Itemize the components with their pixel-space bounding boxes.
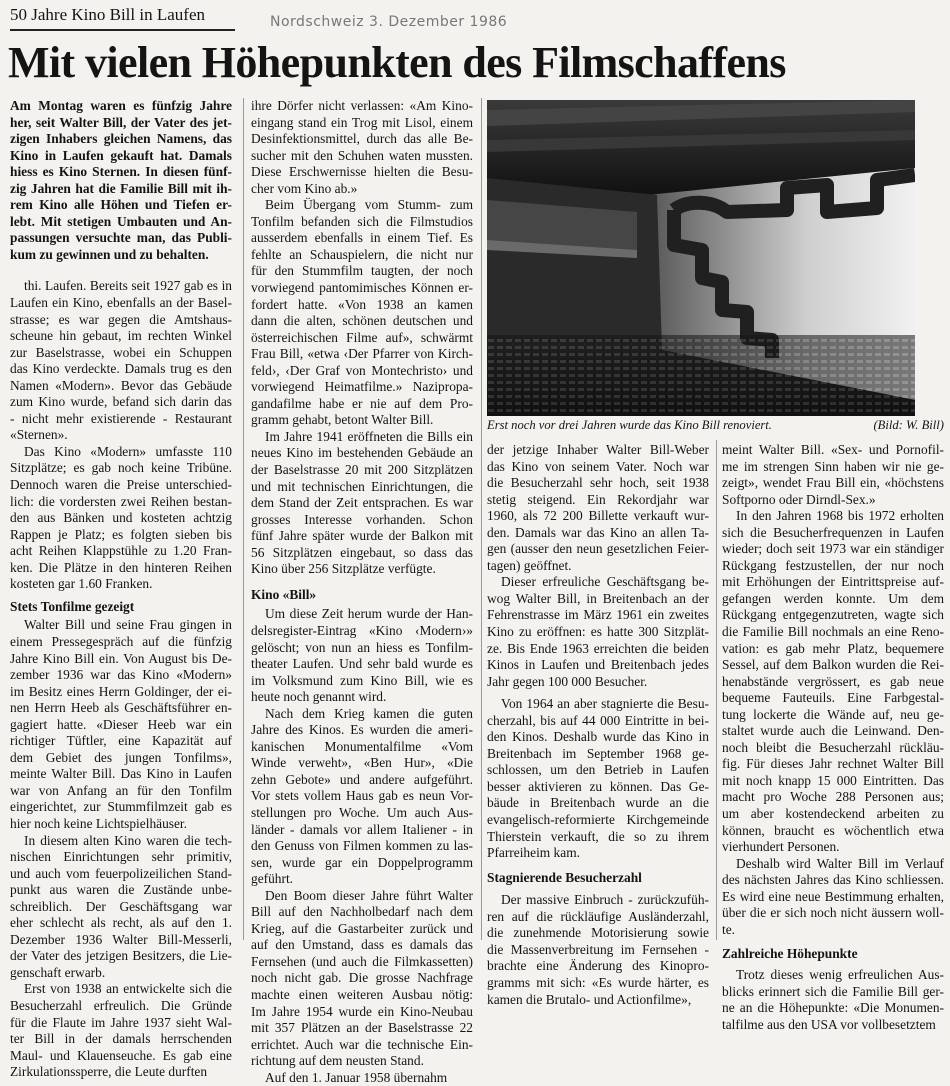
text-line: über die er sich noch nicht äussern woll- bbox=[722, 905, 944, 921]
text-line: Kinos in Laufen und Breitenbach jedes bbox=[487, 657, 709, 673]
text-line: gefangen werden konnte. Um dem bbox=[722, 590, 944, 606]
text-line: zeigt», wendet Frau Bill ein, «höchstens bbox=[722, 475, 944, 491]
text-line: dem Stand der Zeit entsprachen. Es war bbox=[251, 495, 473, 511]
text-line: und auch vom feuerpolizeilichen Stand- bbox=[10, 865, 232, 881]
text-line: und mit technischen Einrichtungen, die bbox=[251, 478, 473, 494]
text-line: kum zu gewinnen und zu behalten. bbox=[10, 246, 209, 262]
text-line: sucher mit den Schuhen waten mussten. bbox=[251, 147, 473, 163]
text-line: einem Pressegespräch auf die fünfzig bbox=[10, 633, 232, 649]
text-line: Dieser erfreuliche Geschäftsgang be- bbox=[501, 574, 709, 590]
text-line: im Besitz eines Herrn Goldinger, der ei- bbox=[10, 683, 232, 699]
text-line: zember 1936 war das Kino «Modern» bbox=[10, 667, 232, 683]
body-paragraph bbox=[251, 888, 473, 1070]
text-line: sich die Besucherfrequenzen in Laufen bbox=[722, 524, 944, 540]
text-line: genschaft erwarb. bbox=[10, 964, 106, 980]
text-line: Jahre des Kinos. Es wurden die ameri- bbox=[251, 722, 473, 738]
subheading: Zahlreiche Höhepunkte bbox=[722, 946, 858, 962]
text-line: schreiblich. Der Geschäftsgang war bbox=[10, 898, 232, 914]
body-paragraph bbox=[251, 98, 473, 197]
text-line: Sitzplätze; es gab noch keine Tribüne. bbox=[10, 460, 232, 476]
text-line: Es wird eine neue Bestimmung erhalten, bbox=[722, 888, 944, 904]
text-line: Am Montag waren es fünfzig Jahre bbox=[10, 98, 232, 113]
text-line: fehlte an Schauspielern, die nicht nur bbox=[251, 246, 473, 262]
text-line: Deshalb wird Walter Bill im Verlauf bbox=[736, 855, 944, 871]
text-line: staltet wurde auch die Leinwand. Den- bbox=[722, 723, 944, 739]
text-line: die Massenverbreitung im Fernsehen - bbox=[487, 941, 709, 957]
text-line: henabstände vergrössert, es gab neue bbox=[722, 673, 944, 689]
text-line: Fernsehen (und auch die Filmkassetten) bbox=[251, 953, 473, 969]
text-line: talfilme aus den USA vor vollbesetztem bbox=[722, 1016, 936, 1032]
text-line: eingerichtet, zur Stummfilmzeit gab es bbox=[10, 799, 232, 815]
text-line: me im strengen Sinn haben wir nie ge- bbox=[722, 458, 944, 474]
text-line: brachte eine Änderung des Kinopro- bbox=[487, 958, 709, 974]
body-paragraph bbox=[487, 696, 709, 861]
text-line: blicks erinnert sich die Familie Bill ger- bbox=[722, 983, 944, 999]
text-line: dem Gebiet des jungen Tonfilms», bbox=[10, 749, 232, 765]
text-line: Trotz dieses wenig erfreulichen Aus- bbox=[736, 966, 944, 982]
text-line: die zunehmende Motorisierung sowie bbox=[487, 925, 709, 941]
text-line: In diesem alten Kino waren die tech- bbox=[24, 832, 232, 848]
text-line: Bill auf den Nachholbedarf nach dem bbox=[251, 904, 473, 920]
body-paragraph bbox=[722, 508, 944, 855]
text-line: vation: es gab mehr Platz, bequemere bbox=[722, 640, 944, 656]
text-line: richtung auf dem neusten Stand. bbox=[251, 1053, 424, 1069]
text-line: Tonfilm befanden sich die Filmstudios bbox=[251, 213, 473, 229]
text-line: hier noch keine Lichtspielhäuser. bbox=[10, 815, 187, 831]
body-paragraph bbox=[487, 574, 709, 690]
text-line: Kino in Laufen gekauft hat. Damals bbox=[10, 147, 232, 163]
headline: Mit vielen Höhepunkten des Filmschaffens bbox=[8, 38, 786, 87]
text-line: Besucherzahl erfreulich. Die Gründe bbox=[10, 997, 232, 1013]
text-line: lebt. Mit stetigen Umbauten und An- bbox=[10, 213, 232, 229]
text-line: im Volksmund zum Kino Bill, wie es bbox=[251, 672, 473, 688]
text-line: zum Kino wurde, befand sich darin das bbox=[10, 394, 232, 410]
cinema-interior-photo bbox=[487, 100, 915, 416]
text-line: zig Jahren hat die Familie Bill mit ih- bbox=[10, 180, 232, 196]
text-line: Pfarreiheim kam. bbox=[487, 845, 580, 861]
text-line: machte einen weiteren Ausbau nötig: bbox=[251, 986, 473, 1002]
text-line: 56 Sitzplätzen eingebaut, so dass das bbox=[251, 544, 473, 560]
text-line: können, braucht es wöchentlich etwa bbox=[722, 822, 944, 838]
text-line: österreichischen Filme auf», schwärmt bbox=[251, 329, 473, 345]
text-line: mit Erhöhungen der Eintrittspreise auf- bbox=[722, 574, 944, 590]
text-line: scheune hin gebaut, im rechten Winkel bbox=[10, 328, 232, 344]
text-line: meinte Walter Bill. Das Kino in Laufen bbox=[10, 766, 232, 782]
text-line: ausserdem ebenfalls in einem Tief. Es bbox=[251, 230, 473, 246]
text-line: schlossen, um den Betrieb in Laufen bbox=[487, 762, 709, 778]
text-line: Den Boom dieser Jahre führt Walter bbox=[265, 887, 473, 903]
subheading: Kino «Bill» bbox=[251, 586, 317, 602]
text-line: Laufen ein Kino, ebenfalls an der Basel- bbox=[10, 295, 232, 311]
text-line: Kino über 256 Sitzplätze verfügte. bbox=[251, 561, 436, 577]
body-paragraph bbox=[251, 606, 473, 705]
text-line: noch nicht gab. Die grosse Nachfrage bbox=[251, 970, 473, 986]
kicker: 50 Jahre Kino Bill in Laufen bbox=[10, 5, 205, 24]
text-line: te. bbox=[722, 921, 736, 937]
text-line: 1960, als 72 200 Billette verkauft wur- bbox=[487, 508, 709, 524]
text-line: Jahre Kino Bill ein. Von August bis De- bbox=[10, 650, 232, 666]
text-line: - nicht mehr existierende - Restaurant bbox=[10, 410, 232, 426]
text-line: meint Walter Bill. «Sex- und Pornofil- bbox=[722, 442, 944, 457]
text-line: wog Walter Bill, in Breitenbach an der bbox=[487, 590, 709, 606]
text-line: theater Laufen. Und sehr bald wurde es bbox=[251, 656, 473, 672]
text-line: gelöscht; von nun an hiess es Tonfilm- bbox=[251, 639, 473, 655]
text-line: ze. Bis Ende 1963 erreichten die beiden bbox=[487, 640, 709, 656]
text-line: evangelisch-reformierte Kirchgemeinde bbox=[487, 812, 709, 828]
column-rule bbox=[716, 440, 717, 940]
text-line: Vor stets vollem Haus gab es neun Vor- bbox=[251, 788, 473, 804]
text-line: Kino zu eröffnen: es hatte 300 Sitzplät- bbox=[487, 624, 709, 640]
body-paragraph bbox=[251, 429, 473, 578]
article-column-1 bbox=[10, 98, 232, 1081]
text-line: Diese Erschwernisse hielten die Besu- bbox=[251, 164, 473, 180]
photo-caption bbox=[487, 418, 944, 433]
body-paragraph bbox=[251, 197, 473, 429]
text-line: kamen die Brutalo- und Actionfilme», bbox=[487, 991, 692, 1007]
text-line: «Sternen». bbox=[10, 427, 68, 443]
text-line: heute noch genannt wird. bbox=[251, 689, 387, 705]
text-line: Sessel, auf dem Balkon wurden die Rei- bbox=[722, 657, 944, 673]
text-line: war von Anfang an für den Tonfilm bbox=[10, 782, 232, 798]
body-paragraph bbox=[10, 278, 232, 443]
article-column-4 bbox=[722, 442, 944, 1033]
text-line: gramms mit sich: «Es wurde härter, es bbox=[487, 974, 709, 990]
handwritten-note: Nordschweiz 3. Dezember 1986 bbox=[270, 14, 508, 30]
text-line: geführt. bbox=[251, 871, 294, 887]
text-line: ter Bill in der damals herrschenden bbox=[10, 1031, 232, 1047]
text-line: Jahr gegen 100 000 Besucher. bbox=[487, 673, 648, 689]
text-line: Dennoch waren die Preise unterschied- bbox=[10, 477, 232, 493]
text-line: grosses Interesse vorhanden. Schon bbox=[251, 511, 473, 527]
text-line: die Familie Bill nochmals an eine Reno- bbox=[722, 624, 944, 640]
text-line: der jetzige Inhaber Walter Bill-Weber bbox=[487, 442, 709, 457]
text-line: um aber kostendeckend arbeiten zu bbox=[722, 806, 944, 822]
text-line: der Vater des jetzigen Besitzers, die Lie- bbox=[10, 948, 232, 964]
text-line: sen, wurde gar ein Doppelprogramm bbox=[251, 854, 473, 870]
text-line: Zirkulationssperre, die Leute durften bbox=[10, 1064, 208, 1080]
text-line: eher schlecht als recht, als auf den 1. bbox=[10, 915, 232, 931]
text-line: Frau Bill, «etwa ‹Der Pfarrer von Kirch- bbox=[251, 346, 473, 362]
text-line: Maul- und Klauenseuche. Es gab eine bbox=[10, 1047, 232, 1063]
column-rule bbox=[243, 98, 244, 940]
text-line: Rückgang entgegenzutreten, wagte sich bbox=[722, 607, 944, 623]
text-line: besser aktivieren zu können. Das Ge- bbox=[487, 778, 709, 794]
text-line: Breitenbach im September 1968 ge- bbox=[487, 745, 709, 761]
text-line: tung lockerte die Wände auf, neu ge- bbox=[722, 706, 944, 722]
text-line: für den Stummfilm taugten, der noch bbox=[251, 263, 473, 279]
text-line: ken. Die Plätze in den hinteren Reihen bbox=[10, 559, 232, 575]
text-line: neues Kino im bestehenden Gebäude an bbox=[251, 445, 473, 461]
text-line: vierhundert Personen. bbox=[722, 839, 840, 855]
text-line: den aus Bänken und kosteten achtzig bbox=[10, 510, 232, 526]
text-line: zur Baselstrasse, wobei ein Schuppen bbox=[10, 344, 232, 360]
body-paragraph bbox=[722, 442, 944, 508]
text-line: Krieg, auf die Gastarbeiter zurück und bbox=[251, 920, 473, 936]
text-line: den Genuss von Filmen kommen zu las- bbox=[251, 838, 473, 854]
text-line: Das Kino «Modern» umfasste 110 bbox=[24, 443, 232, 459]
text-line: delsregister-Eintrag «Kino ‹Modern›» bbox=[251, 622, 473, 638]
body-paragraph bbox=[487, 442, 709, 574]
text-line: thi. Laufen. Bereits seit 1927 gab es in bbox=[24, 278, 232, 294]
text-line: Softporno oder Dirndl-Sex.» bbox=[722, 491, 876, 507]
text-line: acht Reihen Klappstühle zu 1.20 Fran- bbox=[10, 543, 232, 559]
article-column-3 bbox=[487, 442, 709, 1008]
text-line: nischen Einrichtungen sehr primitiv, bbox=[10, 849, 232, 865]
text-line: kanischen Monumentalfilme «Vom bbox=[251, 738, 473, 754]
text-line: rem Kino alle Höhen und Tiefen er- bbox=[10, 197, 232, 213]
text-line: strasse; es war gegen die Amtshaus- bbox=[10, 311, 232, 327]
text-line: Dezember 1936 Walter Bill-Messerli, bbox=[10, 931, 232, 947]
text-line: kosteten gar 1.60 Franken. bbox=[10, 576, 153, 592]
subheading: Stets Tonfilme gezeigt bbox=[10, 598, 135, 614]
text-line: gagiert hatte. «Dieser Heeb war ein bbox=[10, 716, 232, 732]
body-paragraph bbox=[251, 1070, 473, 1086]
text-line: vorwiegend Heimatfilme.» Nazipropa- bbox=[251, 379, 473, 395]
text-line: dann die alten, schönen deutschen und bbox=[251, 313, 473, 329]
text-line: Der massive Einbruch - zurückzufüh- bbox=[501, 892, 709, 908]
text-line: zigen Inhabers gleichen Namens, das bbox=[10, 131, 232, 147]
text-line: Erst von 1938 an entwickelte sich die bbox=[24, 981, 232, 997]
text-line: gandafilme habe er nie auf dem Pro- bbox=[251, 395, 473, 411]
text-line: Von 1964 an aber stagnierte die Besu- bbox=[501, 696, 709, 712]
caption-text: Erst noch vor drei Jahren wurde das Kino Bill renoviert. bbox=[487, 418, 772, 432]
article-column-2 bbox=[251, 98, 473, 1086]
body-paragraph bbox=[10, 833, 232, 982]
text-line: Beim Übergang vom Stumm- zum bbox=[265, 197, 473, 213]
text-line: cher vom Kino ab.» bbox=[251, 180, 358, 196]
text-line: Rappen je Platz; es folgten sieben bis bbox=[10, 526, 232, 542]
text-line: wieder; doch seit 1973 war ein ständiger bbox=[722, 541, 944, 557]
text-line: macht pro Woche 288 Personen aus; bbox=[722, 789, 944, 805]
body-paragraph bbox=[10, 617, 232, 832]
text-line: Winde verweht», «Ben Hur», «Die bbox=[251, 755, 473, 771]
text-line: Nach dem Krieg kamen die guten bbox=[265, 705, 473, 721]
text-line: Rückgang festzustellen, der nur noch bbox=[722, 557, 944, 573]
text-line: Walter Bill und seine Frau gingen in bbox=[24, 617, 232, 633]
text-line: bequeme Fauteuils. Eine Farbgestal- bbox=[722, 690, 944, 706]
text-line: ne an die Höhepunkte: «Die Monumen- bbox=[722, 1000, 944, 1016]
text-line: lich: die vordersten zwei Reihen bestan- bbox=[10, 493, 232, 509]
text-line: Im Jahre 1941 eröffneten die Bills ein bbox=[265, 428, 473, 444]
text-line: fünf Jahre später wurde der Balkon mit bbox=[251, 528, 473, 544]
text-line: vorwiegend pantomimisches Können er- bbox=[251, 280, 473, 296]
text-line: noch bleibt die Besucherzahl rückläu- bbox=[722, 739, 944, 755]
text-line: der Baselstrasse 20 mit 200 Sitzplätzen bbox=[251, 462, 473, 478]
text-line: fig. Für dieses Jahr rechnet Walter Bill bbox=[722, 756, 944, 772]
text-line: Auf den 1. Januar 1958 übernahm bbox=[265, 1069, 448, 1085]
text-line: gramm gehabt, betont Walter Bill. bbox=[251, 412, 434, 428]
body-paragraph bbox=[487, 892, 709, 1008]
text-line: feld›, ‹Der Graf von Montechristo› und bbox=[251, 362, 473, 378]
text-line: gen (ausser den neun gesetzlichen Feier- bbox=[487, 541, 709, 557]
text-line: Desinfektionsmittel, durch das alle Be- bbox=[251, 131, 473, 147]
text-line: stetig steigend. Ein Rekordjahr war bbox=[487, 491, 709, 507]
text-line: den Kinos. Deshalb wurde das Kino in bbox=[487, 729, 709, 745]
text-line: ihre Dörfer nicht verlassen: «Am Kino- bbox=[251, 98, 473, 113]
text-line: die Besucherzahl sehr hoch, seit 1938 bbox=[487, 475, 709, 491]
photo-credit: (Bild: W. Bill) bbox=[873, 418, 944, 432]
body-paragraph bbox=[10, 981, 232, 1080]
column-rule bbox=[481, 98, 482, 940]
text-line: her, seit Walter Bill, der Vater des jet- bbox=[10, 114, 232, 130]
text-line: eingang stand ein Trog mit Lisol, einem bbox=[251, 114, 473, 130]
text-line: hiess es Kino Sternen. In diesen fünf- bbox=[10, 164, 232, 180]
text-line: Im Jahre 1954 wurde ein Kino-Neubau bbox=[251, 1003, 473, 1019]
text-line: Thierstein verkauft, die so zu ihrem bbox=[487, 828, 709, 844]
text-line: errichtet. Auch war die technische Ein- bbox=[251, 1036, 473, 1052]
text-line: punkt aus waren die Zustände unbe- bbox=[10, 882, 232, 898]
text-line: cherzahl, bis auf 44 000 Eintritte in bei- bbox=[487, 712, 709, 728]
text-line: für die Flaute im Jahre 1937 sieht Wal- bbox=[10, 1014, 232, 1030]
text-line: des nächsten Jahres das Kino schliessen. bbox=[722, 872, 944, 888]
text-line: den. Damals war das Kino an allen Ta- bbox=[487, 524, 709, 540]
kicker-underline bbox=[10, 29, 235, 31]
text-line: In den Jahren 1968 bis 1972 erholten bbox=[736, 508, 944, 524]
text-line: das Kino verdeckte. Damals trug es den bbox=[10, 361, 232, 377]
body-paragraph bbox=[251, 706, 473, 888]
text-line: nen Herrn Heeb als Geschäftsführer en- bbox=[10, 700, 232, 716]
text-line: auf den Umstand, dass es damals das bbox=[251, 937, 473, 953]
text-line: mit noch knapp 15 000 Eintritten. Das bbox=[722, 772, 944, 788]
text-line: mit 357 Plätzen an der Baselstrasse 22 bbox=[251, 1020, 473, 1036]
text-line: bäude in Breitenbach wurde an die bbox=[487, 795, 709, 811]
text-line: stellungen pro Woche. Um auch Aus- bbox=[251, 804, 473, 820]
text-line: fordert hatte. «Von 1938 an kamen bbox=[251, 296, 473, 312]
text-line: das Kino von seinem Vater. Noch war bbox=[487, 458, 709, 474]
text-line: Um diese Zeit herum wurde der Han- bbox=[265, 606, 473, 622]
text-line: passungen versuchte man, das Publi- bbox=[10, 230, 232, 246]
text-line: richtiger Tüftler, eine Kapazität auf bbox=[10, 733, 232, 749]
text-line: länder - damals vor allem Italiener - in bbox=[251, 821, 473, 837]
lead-paragraph bbox=[10, 98, 232, 263]
text-line: ren auf die rückläufige Ausländerzahl, bbox=[487, 908, 709, 924]
body-paragraph bbox=[10, 444, 232, 593]
text-line: Namen «Modern». Bevor das Gebäude bbox=[10, 377, 232, 393]
text-line: zehn Gebote» und andere aufgeführt. bbox=[251, 771, 473, 787]
body-paragraph bbox=[722, 967, 944, 1033]
body-paragraph bbox=[722, 856, 944, 939]
subheading: Stagnierende Besucherzahl bbox=[487, 869, 642, 885]
text-line: tagen) geöffnet. bbox=[487, 557, 572, 573]
text-line: Fehrenstrasse im März 1961 ein zweites bbox=[487, 607, 709, 623]
